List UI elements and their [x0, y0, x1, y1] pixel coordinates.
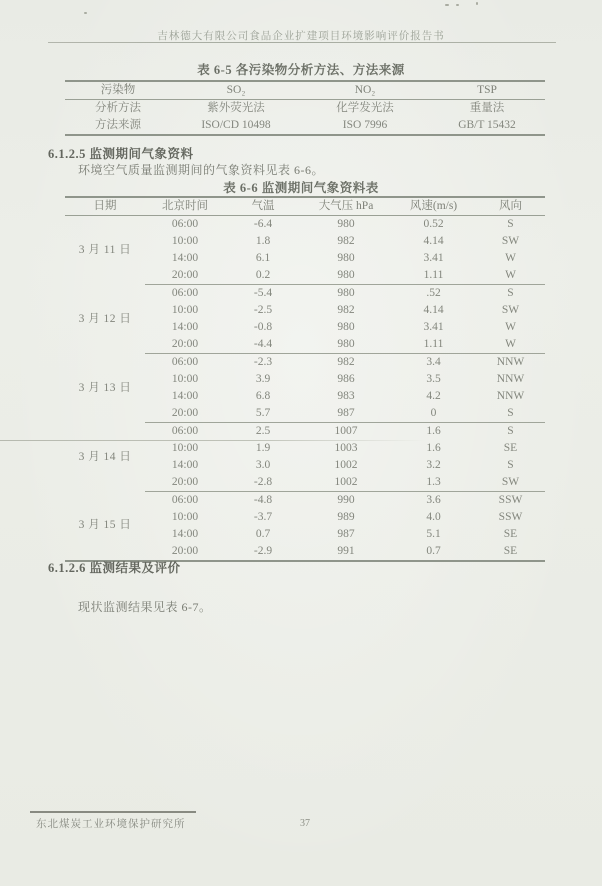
table-6-6-cell: SW	[501, 304, 520, 316]
table-6-6-cell: SE	[503, 528, 518, 540]
table-6-6-cell: 987	[337, 528, 355, 540]
table-6-5-cell: 重量法	[469, 102, 505, 114]
table-row	[65, 285, 545, 303]
table-6-6-header-cell: 气温	[225, 197, 301, 216]
table-6-6-cell: S	[476, 405, 545, 423]
table-6-6-cell: 10:00	[171, 304, 199, 316]
table-6-6-cell: 06:00	[171, 425, 199, 437]
table-6-6-date-cell: 3 月 11 日	[78, 243, 132, 256]
section-paragraph-6-1-2-6: 现状监测结果见表 6-7。	[78, 600, 212, 614]
table-6-6-header-cell: 日期	[65, 197, 145, 216]
scan-artifact	[84, 12, 87, 14]
table-6-6-cell: 989	[337, 511, 355, 523]
table-6-6-cell: 3.4	[426, 356, 441, 368]
table-6-6-header-cell: 北京时间	[145, 197, 225, 216]
table-row	[65, 354, 545, 372]
table-6-6-cell: W	[476, 336, 545, 354]
table-6-6-cell: S	[507, 425, 514, 437]
table-6-5-header	[65, 81, 545, 100]
table-6-6-cell: 1002	[301, 474, 391, 492]
table-6-6-date-cell: 3 月 13 日	[78, 381, 132, 394]
table-row	[65, 492, 545, 510]
table-6-6-cell: 0.7	[426, 545, 441, 557]
table-6-6-cell: 20:00	[145, 405, 225, 423]
table-6-6-cell: 14:00	[171, 252, 199, 264]
table-6-6-cell: 06:00	[171, 287, 199, 299]
table-6-6-cell: SE	[503, 442, 518, 454]
table-6-6-cell: -2.3	[253, 356, 273, 368]
table-6-6-cell: SW	[476, 474, 545, 492]
table-row	[65, 423, 545, 441]
table-6-6-cell: 20:00	[145, 336, 225, 354]
table-6-6-cell: 1.6	[426, 425, 441, 437]
table-6-6-cell: S	[507, 287, 514, 299]
table-6-6-cell: 5.1	[426, 528, 441, 540]
table-6-6-cell: 980	[301, 267, 391, 285]
table-6-6-cell: 5.7	[225, 405, 301, 423]
table-6-6-cell: 0.52	[423, 218, 444, 230]
table-6-6-caption: 表 6-6 监测期间气象资料表	[223, 181, 379, 195]
table-6-6-date-cell: 3 月 15 日	[78, 519, 132, 532]
table-6-6-cell: 3.41	[423, 252, 444, 264]
table-6-6-cell: -2.8	[225, 474, 301, 492]
table-6-6-cell: 982	[337, 304, 355, 316]
table-6-6-cell: 982	[337, 235, 355, 247]
table-6-6-cell: 1002	[334, 459, 358, 471]
table-6-6-cell: 14:00	[171, 459, 199, 471]
table-6-6-cell: 990	[337, 494, 355, 506]
table-6-6-cell: S	[507, 459, 514, 471]
table-6-6-cell: 10:00	[171, 373, 199, 385]
table-6-6-cell: 1.11	[391, 336, 476, 354]
table-6-6-cell: NNW	[496, 356, 525, 368]
table-6-6-header-cell: 大气压 hPa	[301, 197, 391, 216]
table-6-6-header	[65, 197, 545, 216]
table-row	[65, 216, 545, 234]
table-6-6-cell: 4.2	[426, 390, 441, 402]
table-6-5-cell: 分析方法	[95, 102, 141, 114]
table-6-6-cell: 06:00	[171, 218, 199, 230]
table-6-6-cell: 14:00	[171, 321, 199, 333]
table-6-6-cell: 982	[337, 356, 355, 368]
table-6-6-cell: -0.8	[253, 321, 273, 333]
table-6-6-cell: W	[505, 252, 516, 264]
table-row	[65, 117, 545, 135]
table-6-6-cell: .52	[426, 287, 441, 299]
table-6-6-cell: 2.5	[255, 425, 271, 437]
scan-artifact	[476, 2, 478, 5]
table-6-6-cell: 10:00	[171, 511, 199, 523]
table-6-5-header-cell: NO₂	[301, 81, 429, 100]
page-number: 37	[300, 818, 310, 829]
scan-artifact-line	[0, 440, 426, 441]
table-6-6-cell: W	[476, 267, 545, 285]
table-6-6-cell: S	[507, 218, 514, 230]
table-6-6-cell: NNW	[496, 390, 525, 402]
table-6-6-header-cell: 风向	[476, 197, 545, 216]
table-6-6-cell: -5.4	[253, 287, 273, 299]
table-6-6-cell: 0	[391, 405, 476, 423]
table-6-6-cell: -2.9	[253, 545, 273, 557]
table-6-6-cell: 1.9	[255, 442, 271, 454]
table-6-6-cell: 1007	[334, 425, 358, 437]
table-6-6-cell: 980	[337, 218, 355, 230]
table-6-6-cell: 3.41	[423, 321, 444, 333]
section-heading-6-1-2-5: 6.1.2.5 监测期间气象资料	[48, 147, 194, 161]
table-6-6-cell: 1.8	[255, 235, 271, 247]
table-6-5-cell: ISO 7996	[342, 119, 388, 131]
table-6-6-cell: 980	[337, 252, 355, 264]
table-6-6-cell: 14:00	[171, 390, 199, 402]
table-6-6-cell: 0.2	[225, 267, 301, 285]
table-6-5-cell: GB/T 15432	[458, 119, 516, 131]
scan-artifact	[445, 4, 449, 6]
table-6-6-cell: 06:00	[171, 356, 199, 368]
table-6-6-cell: 3.0	[255, 459, 271, 471]
table-6-6-cell: 4.0	[426, 511, 441, 523]
table-6-6-cell: 1003	[334, 442, 358, 454]
table-6-6-cell: 987	[301, 405, 391, 423]
table-6-5-header-cell: 污染物	[65, 81, 171, 100]
table-6-6-cell: 980	[301, 336, 391, 354]
table-6-6-cell: 980	[337, 321, 355, 333]
table-6-6-cell: 20:00	[171, 545, 199, 557]
footer-divider	[30, 811, 196, 813]
table-6-6-cell: -2.5	[253, 304, 273, 316]
table-6-6-cell: 983	[337, 390, 355, 402]
table-6-6-cell: 3.9	[255, 373, 271, 385]
table-6-6-body	[65, 216, 545, 562]
table-6-6-cell: -6.4	[253, 218, 273, 230]
table-6-5-analysis-methods	[65, 80, 545, 136]
table-6-6-cell: 20:00	[145, 267, 225, 285]
table-6-6-cell: SSW	[498, 511, 523, 523]
table-6-6-cell: -3.7	[253, 511, 273, 523]
section-paragraph-6-1-2-5: 环境空气质量监测期间的气象资料见表 6-6。	[78, 163, 324, 177]
table-6-6-header-cell: 风速(m/s)	[391, 197, 476, 216]
table-6-6-cell: 980	[337, 287, 355, 299]
running-header-title: 吉林德大有限公司食品企业扩建项目环境影响评价报告书	[157, 31, 445, 42]
table-6-6-cell: 4.14	[423, 235, 444, 247]
table-6-6-cell: -4.4	[225, 336, 301, 354]
table-6-5-header-cell: TSP	[429, 81, 545, 100]
scan-artifact	[456, 4, 459, 6]
table-6-6-cell: SW	[501, 235, 520, 247]
table-6-6-date-cell: 3 月 12 日	[78, 312, 132, 325]
table-6-6-cell: 6.8	[255, 390, 271, 402]
table-6-6-date-cell: 3 月 14 日	[78, 450, 132, 463]
table-6-6-cell: 3.2	[426, 459, 441, 471]
table-6-6-cell: 1.11	[391, 267, 476, 285]
table-6-5-header-cell: SO₂	[171, 81, 301, 100]
table-6-6-cell: 10:00	[171, 235, 199, 247]
table-6-5-cell: ISO/CD 10498	[201, 119, 271, 131]
table-6-5-cell: 方法来源	[95, 119, 141, 131]
table-6-5-cell: 化学发光法	[336, 102, 394, 114]
table-row	[65, 100, 545, 118]
table-6-6-cell: 991	[337, 545, 355, 557]
table-6-6-cell: NNW	[496, 373, 525, 385]
footer-institute-name: 东北煤炭工业环境保护研究所	[36, 819, 186, 830]
table-6-6-cell: 1.3	[391, 474, 476, 492]
table-6-6-meteorological-data	[65, 196, 545, 562]
table-6-6-cell: SE	[503, 545, 518, 557]
table-6-6-cell: 14:00	[171, 528, 199, 540]
table-header-row	[65, 197, 545, 216]
table-6-6-cell: 3.5	[426, 373, 441, 385]
table-6-5-body	[65, 100, 545, 136]
table-6-6-cell: 0.7	[255, 528, 271, 540]
table-6-6-cell: 6.1	[255, 252, 271, 264]
table-6-6-cell: 986	[337, 373, 355, 385]
table-header-row	[65, 81, 545, 100]
table-6-6-cell: 4.14	[423, 304, 444, 316]
table-6-5-cell: 紫外荧光法	[207, 102, 265, 114]
header-divider	[48, 42, 556, 43]
table-6-6-cell: 20:00	[145, 474, 225, 492]
table-6-6-cell: 10:00	[171, 442, 199, 454]
table-6-6-cell: -4.8	[253, 494, 273, 506]
table-6-6-cell: 3.6	[426, 494, 441, 506]
section-heading-6-1-2-6: 6.1.2.6 监测结果及评价	[48, 561, 181, 575]
table-6-6-cell: SSW	[498, 494, 523, 506]
table-6-6-cell: W	[505, 321, 516, 333]
table-6-6-cell: 06:00	[171, 494, 199, 506]
table-6-5-caption: 表 6-5 各污染物分析方法、方法来源	[197, 63, 405, 77]
table-6-6-cell: 1.6	[426, 442, 441, 454]
